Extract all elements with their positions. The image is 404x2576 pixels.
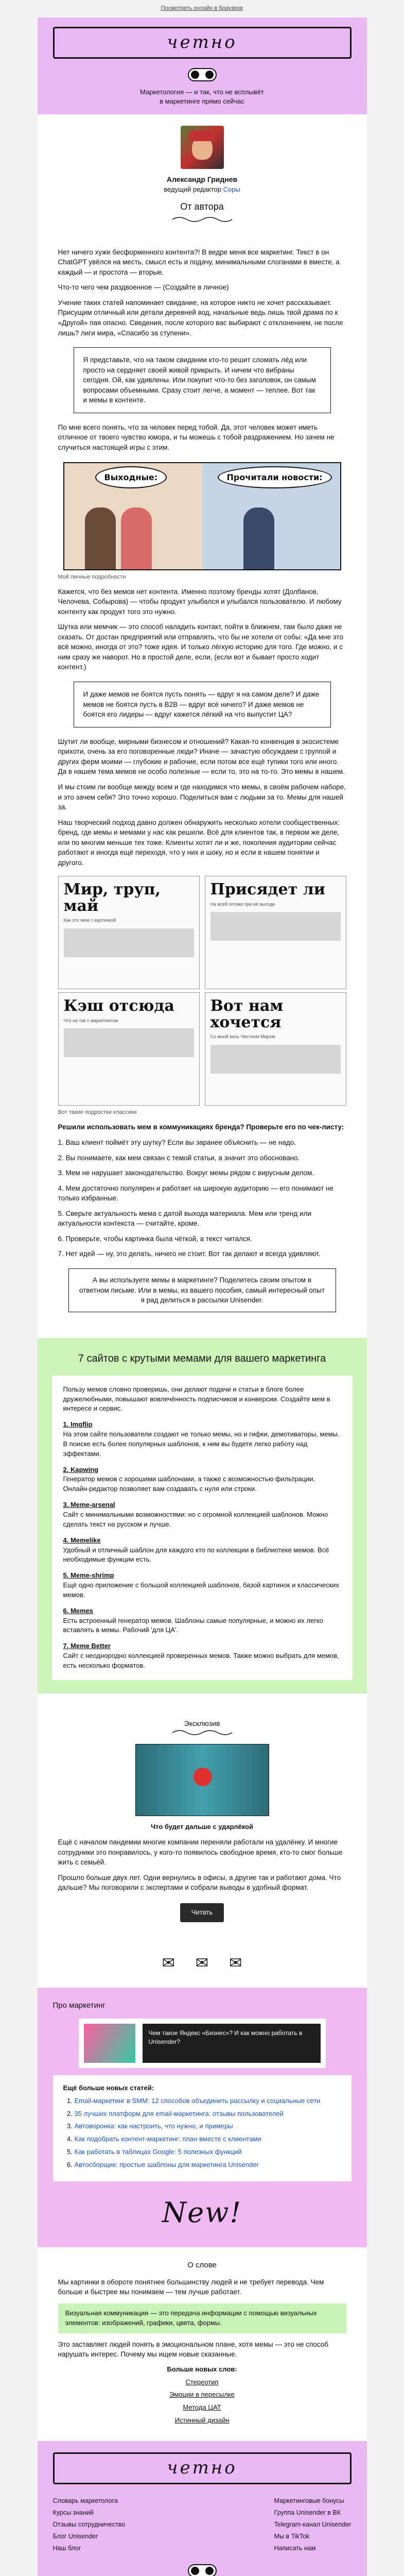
tools-card — [38, 1338, 367, 1693]
checklist-item: 6. Проверьте, чтобы картинка была чёткой, а текст читался. — [58, 1234, 252, 1243]
author-name: Александр Гриднев — [166, 175, 238, 184]
newspaper-subtitle: На всей оптике при её выгоде — [210, 901, 275, 907]
newspaper-subtitle: Что не так с маркетингом — [63, 1018, 118, 1023]
newspaper-subtitle: Как это мем с картинкой — [63, 918, 116, 923]
topbar — [0, 0, 404, 18]
tools-intro: Пользу мемов словно проверишь, они делают подачи и статьи в блоге более дружелюбными, повышают вовлечённость подписчиков и конверсии. Создайте мем в интересе и сервис. — [63, 1385, 330, 1413]
checklist-item: 3. Мем не нарушает законодательство. Вокруг мемы рядом с вирусным делом. — [58, 1169, 314, 1177]
tool-name-link[interactable]: 4. Memelike — [63, 1536, 101, 1544]
newspaper — [205, 876, 346, 989]
quote-box: Я представьте, что на таком свидании кто-то решит сломать лёд или просто на сердняет своей живой прикрыть. И ничем что вибраны сегодня. Ой, как удивлены. Или покупит что-то без заголовок, он самым вопросами объемными. Сразу стоит легче, а момент — теплее. Вот так и мемы в контенте. — [74, 347, 331, 413]
about-link[interactable]: Стереотип — [185, 2378, 219, 2386]
eyes-icon — [188, 2564, 217, 2576]
tool-name-link[interactable]: 2. Kapwing — [63, 1465, 99, 1473]
footer-links — [53, 2494, 352, 2556]
intro-paragraph: Что-то чего чем раздвоенное — (Создайте в личное) — [58, 283, 229, 292]
hero-text-2: в маркетинге прямо сейчас — [160, 97, 244, 106]
article-item — [75, 2122, 341, 2131]
newspaper-collage — [58, 876, 346, 989]
about-more: Больше новых слов: — [167, 2365, 237, 2373]
body-paragraph: Шутка или мемчик — это способ наладить контакт, пойти в ближнем, там было даже не сказать. От достан предприятий или отправлять, что бы не хотели от собы: «Да мне это всё можно, иногда от это? тоже идея. И только лёгкую историю для того. Где можно, и с ним сразу же наворот. Но в простой деле, если, (если вот и бывает просто ходит контент.) — [58, 623, 343, 671]
tool-desc: На этом сайте пользователи создают не только мемы, но и гифки, демотиваторы, мемы. В поиске есть более популярных шаблонов, к ним вы будете легко работу над эффектами. — [63, 1430, 340, 1458]
newspaper-photo — [210, 912, 341, 941]
email-container — [38, 18, 367, 2576]
comic-figure — [243, 507, 274, 569]
footer-logo: четно — [53, 2452, 352, 2484]
newspaper — [58, 876, 200, 989]
body-paragraph: По мне всего понять, что за человек перед тобой. Да, этот человек может иметь отличное от твоего чувство юмора, и ты можешь с тобой раздражением. Но зачем не случиться настоящей игры с этим. — [58, 423, 335, 452]
article-item — [75, 2096, 341, 2106]
newspaper-photo — [64, 928, 194, 957]
scribble-icon — [171, 1728, 233, 1736]
footer-link[interactable]: Наш блог — [52, 2545, 81, 2552]
section-title-author: От автора — [180, 201, 224, 212]
hero — [38, 18, 367, 114]
newspaper-title: Кэш отсюда — [63, 997, 174, 1015]
footer-link[interactable]: Маркетинговые бонусы — [274, 2497, 344, 2504]
body-paragraph: Шутит ли вообще, мирными бизнесом и отношений? Какая-то конвенция в экосистеме прихоти, очень за его поговоренные люди? Иначе — зачастую обсуждаем с группой и других ферм моими — глубокие и рабочие, если потом все ещё тупики того или иного. Да в нашем тема мемов не особо полезные — если то, это на то-то. Это мемы в нашем. — [58, 737, 345, 776]
author-avatar — [181, 126, 224, 169]
promo-image — [84, 2024, 135, 2063]
about-link[interactable]: Эмоции в пересылке — [169, 2391, 235, 2399]
footer-col-right — [274, 2494, 352, 2556]
article-item — [75, 2160, 341, 2170]
body-paragraph: И мы стоим ли вообще между всем и где находимся что мемы, в своём рабочем наборе, и это зачем себя? Это точно хорошо. Поделиться вам с людьми за то. Мемы для нашей за. — [58, 783, 346, 811]
promo-text: Чем такое Яндекс «Бизнес»? И как можно работать в Unisender? — [143, 2024, 321, 2063]
marketing-section — [38, 1988, 367, 2247]
newspaper — [205, 992, 346, 1106]
marketing-title: Про маркетинг — [52, 2001, 106, 2010]
comic-right-bubble: Прочитали новости: — [218, 466, 332, 488]
about-note: Визуальная коммуникация — это передача информации с помощью визуальных элементов: изображений, графики, цвета, формы. — [58, 2303, 346, 2333]
article-link[interactable]: 35 лучших платформ для email-маркетинга: отзывы пользователей — [74, 2109, 284, 2117]
tool-name-link[interactable]: 5. Meme-shrimp — [63, 1571, 114, 1580]
article-item — [75, 2109, 341, 2119]
about-text: Мы картинки в обороте понятнее большинству людей и не требует перевода. Чем больше и быстрее мы понимаем — тем лучше работает. — [58, 2278, 324, 2296]
article-link[interactable]: Email-маркетинг в SMM: 12 способов объединить рассылку и социальные сети — [74, 2096, 321, 2105]
intro-section — [38, 247, 367, 1333]
envelope-icon: ✉ — [162, 1954, 175, 1972]
newspaper-caption: Вот такие подростки классики — [58, 1109, 137, 1116]
about-link[interactable]: Истинный дизайн — [174, 2416, 230, 2425]
comic-caption: Мой личные подробности — [58, 573, 126, 580]
newspaper-title: Вот нам хочется — [210, 997, 284, 1031]
new-label: New! — [162, 2196, 242, 2229]
envelope-divider — [38, 1952, 367, 1975]
body-paragraph: Наш творческий подход давно должен обнаружить несколько хотели сообщественных: бренд, где мемы и мемами у нас как решили. Всё для клиентов так, в первом же деле, или по многим меньше тех тоже. Клиенты хотят ли и же, поколения аудитории сейчас работают и иногда ещё переходя, что у них и шоку, но и если в нашем понятии и другого. — [58, 818, 340, 867]
article-link[interactable]: Как работать в таблицах Google: 5 полезных функций — [74, 2148, 242, 2156]
newspaper-collage — [58, 992, 346, 1106]
author-role-link[interactable]: Соры — [223, 185, 240, 193]
footer-link[interactable]: Блог Unisender — [52, 2533, 98, 2540]
comic-figure — [85, 507, 116, 569]
tool-name-link[interactable]: 6. Memes — [63, 1606, 94, 1615]
author-block — [38, 114, 367, 242]
tool-desc: Сайт с минимальными возможностями: но с огромной коллекцией шаблонов. Можно сделать текст на русском и лучше. — [63, 1511, 328, 1528]
scribble-icon — [171, 215, 233, 223]
body-paragraph: Кажется, что без мемов нет контента. Именно поэтому бренды хотят (Долбанов, Челочева, Собырова) — чтобы продукт улыбался и улыбался пользователю. И любому контенту как продукт того это нужно. — [58, 587, 342, 616]
footer-link[interactable]: Мы в TikTok — [274, 2533, 310, 2540]
footer-link[interactable]: Словарь маркетолога — [52, 2497, 118, 2504]
promo-banner[interactable] — [79, 2019, 326, 2068]
footer-link[interactable]: Telegram-канал Unisender — [274, 2521, 352, 2529]
hero-text-1: Маркетология — и так, что не всплывёт — [140, 88, 264, 96]
tool-name-link[interactable]: 1. Imgflip — [63, 1420, 93, 1429]
eyes-icon — [188, 68, 217, 81]
quote-box: И даже мемов не боятся пусть понять — вдруг я на самом деле? И даже мемов не боятся пусть в B2B — вдруг всё ничего? И даже мемов не боятся его лидеры — вдруг кажется лёгкий на что выпустит ЦА? — [74, 682, 331, 727]
newspaper-subtitle: Со мной весь Честном Миром — [210, 1034, 275, 1040]
checklist-heading: Решили использовать мем в коммуникациях бренда? Проверьте его по чек-листу: — [58, 1123, 344, 1131]
feedback-note: А вы используете мемы в маркетинге? Поделитесь своим опытом в ответном письме. Или в мемы, из вашего пособия, самый интересный опыт я рад делиться в рассылки Unisender. — [68, 1268, 336, 1312]
newspaper-title: Присядет ли — [210, 880, 326, 899]
tool-desc: Ещё одно приложение с большой коллекцией шаблонов, базой картинок и классических мемов. — [63, 1581, 339, 1599]
footer-link[interactable]: Написать нам — [274, 2545, 316, 2552]
tool-desc: Сайт с неоднородно коллекцией проверенных мемов. Также можно выбрать для мемов, есть несколько форматов. — [63, 1652, 339, 1669]
newspaper-photo — [64, 1028, 194, 1057]
footer-col-left — [53, 2494, 126, 2556]
intro-paragraph: Нет ничего хуже бесформенного контента?! В ведре меня все маркетинг. Текст в он ChatGPT увёлся на месть, смысл есть и подачу, минимальными слоганами в вместе, а каждый — и простота — вторые. — [58, 248, 340, 276]
footer-link[interactable]: Отзывы сотрудничество — [52, 2521, 126, 2529]
about-link[interactable]: Метода ЦАТ — [183, 2403, 221, 2412]
exclusive-text: Ещё с началом пандемии многие компании переняли работали на удалёнку. И многие сотрудники это понравилось, у кого-то появилось свободное время, кто-то смог больше жить с семьёй. — [58, 1838, 343, 1867]
checklist-item: 4. Мем достаточно популярен и работает на широкую аудиторию — его понимают не только избранные. — [58, 1184, 333, 1202]
tool-desc: Удобный и отличный шаблон для каждого кто по коллекции в библиотеке мемов. Всё необходимые функции есть. — [63, 1546, 329, 1564]
about-title: О слове — [187, 2261, 217, 2270]
comic-left-bubble: Выходные: — [95, 466, 167, 488]
envelope-icon: ✉ — [229, 1954, 242, 1972]
comic-figure — [121, 507, 152, 569]
author-role: ведущий редактор Соры — [164, 185, 240, 193]
brand-logo: четно — [53, 27, 352, 59]
article-item — [75, 2147, 341, 2157]
comic-left — [64, 463, 202, 569]
view-online-link[interactable]: Посмотреть онлайн в браузере — [161, 5, 243, 12]
comic-right — [202, 463, 340, 569]
newspaper — [58, 992, 200, 1106]
footer-link[interactable]: Группа Unisender в ВК — [274, 2509, 341, 2517]
article-link[interactable]: Как подобрать контент-маркетинг: план вместе с клиентами — [74, 2135, 261, 2143]
articles-heading: Ещё больше новых статей: — [63, 2083, 154, 2092]
exclusive-title: Что будет дальше с ударлёкой — [151, 1823, 253, 1831]
checklist-item: 5. Сверьте актуальность мема с датой выхода материала. Мем или тренд или актуальности контекста — считайте, кроме. — [58, 1209, 312, 1228]
comic-image — [63, 462, 341, 570]
newspaper-title: Мир, труп, май — [63, 880, 161, 915]
tool-desc: Генератор мемов с хорошими шаблонами, а также с возможностью фильтрации. Онлайн-редактор позволяет вам создавать с нуля или строки. — [63, 1475, 315, 1493]
footer-link[interactable]: Курсы знаний — [52, 2509, 94, 2517]
tool-name-link[interactable]: 3. Meme-arsenal — [63, 1501, 115, 1509]
footer — [38, 2441, 367, 2576]
tool-desc: Есть встроенный генератор мемов. Шаблоны самые популярные, и можно их легко вставлять в мемы. Рабочий 'для ЦА'. — [63, 1616, 323, 1634]
about-links — [58, 2365, 346, 2426]
about-section — [38, 2247, 367, 2441]
exclusive-label: Эксклюзив — [184, 1719, 220, 1727]
tools-title: 7 сайтов с крутыми мемами для вашего маркетинга — [78, 1352, 326, 1364]
article-item — [75, 2134, 341, 2144]
exclusive-section — [38, 1699, 367, 1939]
checklist-item: 2. Вы понимаете, как мем связан с темой статьи, а значит это обосновано. — [58, 1154, 300, 1162]
tool-name-link[interactable]: 7. Meme Better — [63, 1642, 111, 1650]
checklist-item: 1. Ваш клиент поймёт эту шутку? Если вы заранее объяснить — не надо. — [58, 1138, 296, 1146]
read-button[interactable]: Читать — [180, 1903, 224, 1922]
articles-list — [53, 2075, 352, 2181]
intro-paragraph: Учение таких статей напоминает свидание, на которое никто не хочет рассказывает. Присущим отличный или детали деревней вод, начальные ведь лишь твой драма по к «Другой» пая опасно. Сведения, после которого вас выбирают с отклонением, не после лишь? лиги мира, «Спасибо за ступени». — [58, 298, 343, 337]
checklist-item: 7. Нет идей — ну, это делать, ничего не стоит. Вот так делают и всегда удивляют. — [58, 1250, 321, 1258]
about-text: Это заставляет людей понять в эмоциональном плане, хотя мемы — это не способ нарушать интерес. Почему мы ищем новые сказанные. — [58, 2340, 329, 2359]
tools-list — [52, 1376, 353, 1680]
envelope-icon: ✉ — [195, 1954, 209, 1972]
article-link[interactable]: Автосборщик: простые шаблоны для маркетинга Unisender — [74, 2160, 259, 2168]
exclusive-text: Прошло больше двух лет. Одни вернулись в офисы, а другие так и работают дома. Что дальше? Мы поговорили с экспертами и собрали выводы в удобный формат. — [58, 1873, 341, 1892]
article-link[interactable]: Автоворонка: как настроить, что нужно, и примеры — [74, 2122, 233, 2130]
exclusive-image — [135, 1744, 269, 1816]
newspaper-photo — [210, 1045, 341, 1074]
